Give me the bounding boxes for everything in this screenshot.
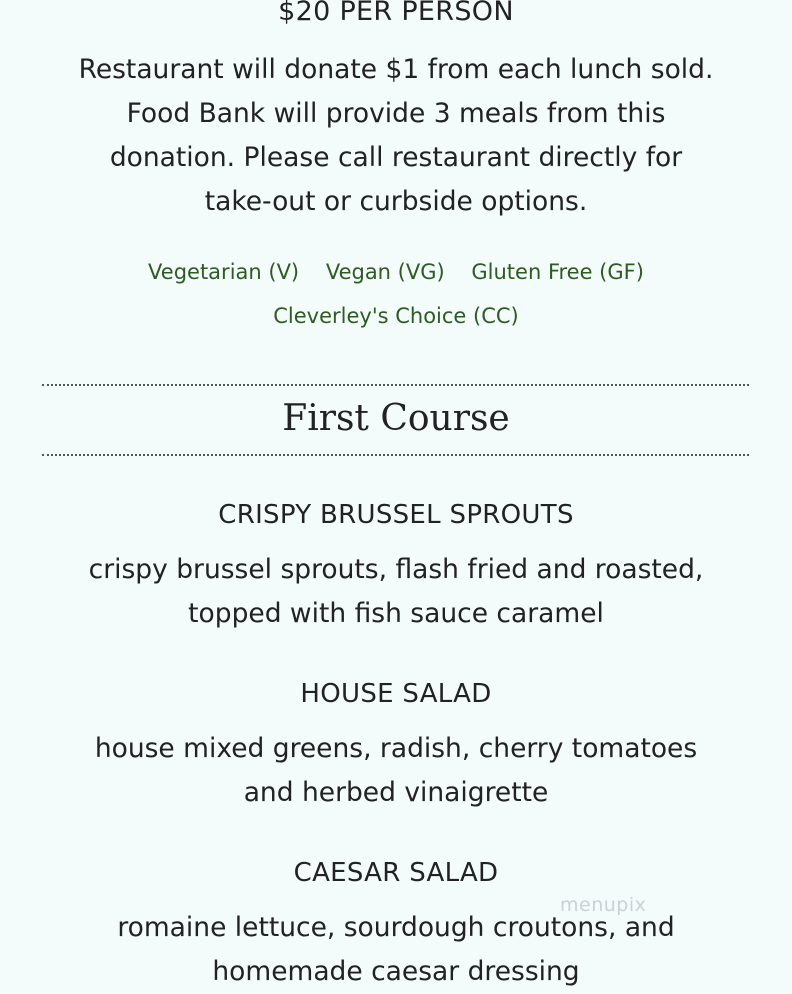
intro-paragraph bbox=[0, 48, 792, 224]
intro-line: Restaurant will donate $1 from each lunch sold. bbox=[78, 54, 714, 85]
dish-description-line: and herbed vinaigrette bbox=[243, 777, 549, 808]
divider-bottom bbox=[42, 454, 749, 456]
divider-top bbox=[42, 384, 749, 386]
section-title: First Course bbox=[282, 398, 510, 439]
dietary-legend-row-2 bbox=[0, 304, 792, 328]
dish-description bbox=[0, 548, 792, 636]
intro-line: take-out or curbside options. bbox=[204, 186, 588, 217]
watermark-logo: menupix bbox=[560, 894, 647, 916]
intro-line: Food Bank will provide 3 meals from this bbox=[126, 98, 666, 129]
dish-description bbox=[0, 727, 792, 815]
legend-vegan: Vegan (VG) bbox=[325, 260, 445, 284]
intro-line: donation. Please call restaurant directly for bbox=[109, 142, 683, 173]
dish-description-line: house mixed greens, radish, cherry tomatoes bbox=[94, 733, 698, 764]
legend-gluten-free: Gluten Free (GF) bbox=[471, 260, 644, 284]
dish-description-line: topped with fish sauce caramel bbox=[188, 598, 604, 629]
legend-cleverleys-choice: Cleverley's Choice (CC) bbox=[273, 304, 519, 328]
dish-description-line: romaine lettuce, sourdough croutons, and bbox=[117, 912, 675, 943]
dish-name: HOUSE SALAD bbox=[300, 679, 492, 709]
dish-name: CAESAR SALAD bbox=[293, 858, 499, 888]
dish-name: CRISPY BRUSSEL SPROUTS bbox=[218, 500, 574, 530]
dish-description bbox=[0, 906, 792, 994]
price-heading: $20 PER PERSON bbox=[278, 0, 514, 27]
dietary-legend bbox=[0, 260, 792, 284]
dish-description-line: homemade caesar dressing bbox=[212, 956, 580, 987]
dish-description-line: crispy brussel sprouts, flash fried and roasted, bbox=[88, 554, 704, 585]
legend-vegetarian: Vegetarian (V) bbox=[148, 260, 300, 284]
